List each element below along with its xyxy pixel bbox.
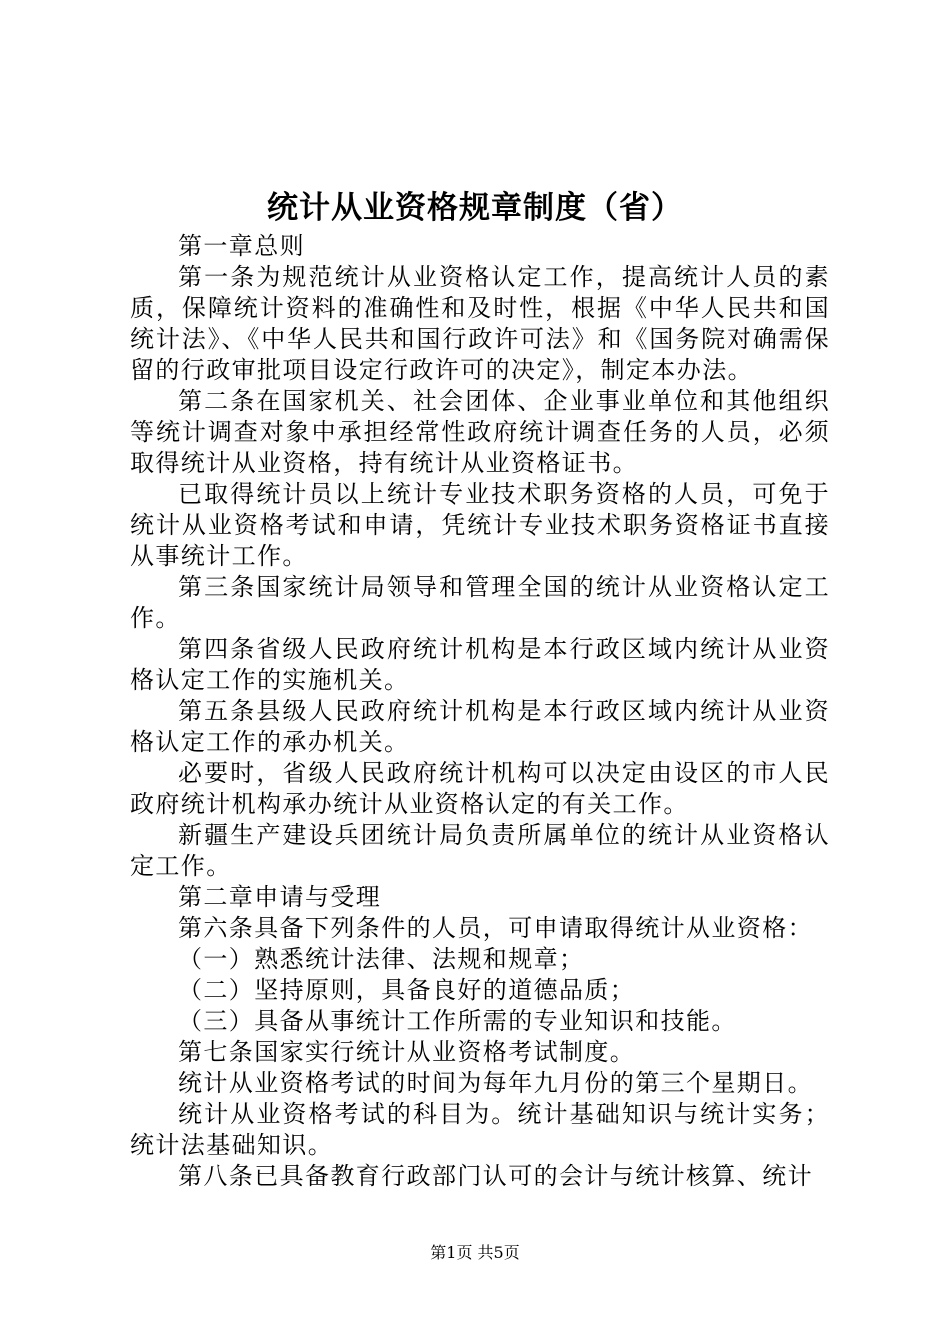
list-item: （二）坚持原则，具备良好的道德品质； (178, 976, 636, 1004)
article-paragraph: 必要时，省级人民政府统计机构可以决定由设区的市人民政府统计机构承办统计从业资格认定的有关工作。 (130, 759, 830, 818)
article-paragraph: 第六条具备下列条件的人员，可申请取得统计从业资格： (178, 914, 813, 942)
list-item: （一）熟悉统计法律、法规和规章； (178, 945, 585, 973)
document-body (130, 231, 830, 1192)
article-paragraph: 统计从业资格考试的科目为。统计基础知识与统计实务；统计法基础知识。 (130, 1100, 830, 1159)
article-paragraph: 第七条国家实行统计从业资格考试制度。 (178, 1038, 636, 1066)
article-paragraph: 已取得统计员以上统计专业技术职务资格的人员，可免于统计从业资格考试和申请，凭统计专业技术职务资格证书直接从事统计工作。 (130, 480, 830, 570)
article-paragraph: 第五条县级人民政府统计机构是本行政区域内统计从业资格认定工作的承办机关。 (130, 697, 830, 756)
article-paragraph: 统计从业资格考试的时间为每年九月份的第三个星期日。 (178, 1069, 813, 1097)
chapter-heading: 第一章总则 (178, 232, 305, 260)
article-paragraph: 第四条省级人民政府统计机构是本行政区域内统计从业资格认定工作的实施机关。 (130, 635, 830, 694)
page-footer: 第1页 共5页 (430, 1243, 520, 1262)
article-paragraph: 第三条国家统计局领导和管理全国的统计从业资格认定工作。 (130, 573, 830, 632)
article-paragraph: 第二条在国家机关、社会团体、企业事业单位和其他组织等统计调查对象中承担经常性政府统计调查任务的人员，必须取得统计从业资格，持有统计从业资格证书。 (130, 387, 830, 477)
chapter-heading: 第二章申请与受理 (178, 883, 382, 911)
document-title: 统计从业资格规章制度（省） (267, 190, 683, 226)
article-paragraph: 新疆生产建设兵团统计局负责所属单位的统计从业资格认定工作。 (130, 821, 830, 880)
article-paragraph: 第八条已具备教育行政部门认可的会计与统计核算、统计 (178, 1162, 813, 1190)
article-paragraph: 第一条为规范统计从业资格认定工作，提高统计人员的素质，保障统计资料的准确性和及时性，根据《中华人民共和国统计法》、《中华人民共和国行政许可法》和《国务院对确需保留的行政审批项目设定行政许可的决定》，制定本办法。 (130, 263, 830, 384)
list-item: （三）具备从事统计工作所需的专业知识和技能。 (178, 1007, 737, 1035)
